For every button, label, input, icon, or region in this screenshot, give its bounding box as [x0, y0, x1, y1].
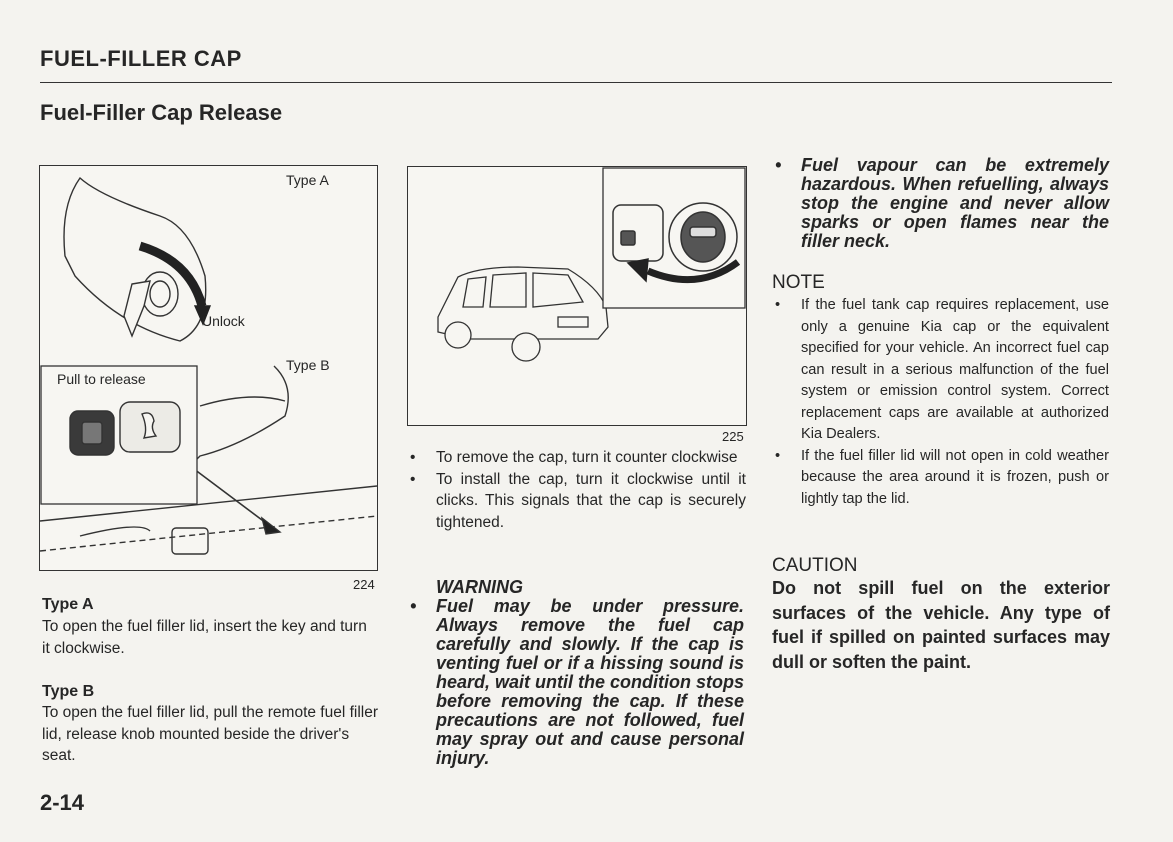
note-frozen-lid: • If the fuel filler lid will not open in cold weather because the area around it is frozen, push or lightly tap the lid. [775, 446, 1109, 511]
seat-cushion-line [200, 397, 285, 406]
header-rule [40, 82, 1112, 83]
key-cylinder-inner [150, 281, 170, 307]
figure-224-number: 224 [353, 577, 375, 592]
caution-text: Do not spill fuel on the exterior surfaces of the vehicle. Any type of fuel if spilled on painted surfaces may dull or soften the paint. [772, 578, 1110, 672]
type-b-heading: Type B [42, 683, 95, 700]
figure-225-illustration [408, 167, 746, 425]
release-pointer-line [190, 466, 270, 526]
release-pointer-head [262, 518, 280, 534]
warning-pressure-text: • Fuel may be under pressure. Always remove the fuel cap carefully and slowly. If the cap is venting fuel or if a hissing sound is heard, wait until the condition stops before removing the cap. If these precautions are not followed, fuel may spray out and cause personal injury. [410, 597, 744, 768]
note-list [775, 295, 1109, 510]
seat-outline-top [190, 366, 288, 466]
type-a-heading: Type A [42, 596, 94, 613]
warning-continued-list [775, 156, 1109, 251]
section-title: FUEL-FILLER CAP [40, 46, 242, 71]
release-lever-grip [82, 422, 102, 444]
page-subtitle: Fuel-Filler Cap Release [40, 100, 283, 125]
car-front-wheel [445, 322, 471, 348]
unlock-label: Unlock [202, 313, 245, 329]
bullet-remove-cap: • To remove the cap, turn it counter clockwise [410, 447, 746, 469]
type-a-label: Type A [286, 172, 329, 188]
warning-heading: WARNING [436, 577, 523, 597]
figure-225 [407, 166, 747, 426]
pull-to-release-label: Pull to release [57, 371, 146, 387]
warning-vapour-text: • Fuel vapour can be extremely hazardous. When refuelling, always stop the engine and never allow sparks or open flames near the filler neck. [775, 156, 1109, 251]
cap-instructions-list [410, 447, 746, 533]
note-heading: NOTE [772, 272, 825, 293]
page-number: 2-14 [40, 790, 85, 815]
car-rear-wheel [512, 333, 540, 361]
fuel-lid-icon [621, 231, 635, 245]
note-replacement-cap: • If the fuel tank cap requires replacement, use only a genuine Kia cap or the equivalent specified for your vehicle. An incorrect fuel cap can result in a serious malfunction of the fuel system or emission control system. Correct replacement caps are available at authorized Kia Dealers. [775, 295, 1109, 446]
caution-heading: CAUTION [772, 555, 858, 576]
seat-rail [80, 527, 150, 536]
figure-225-number: 225 [722, 429, 744, 444]
type-b-label: Type B [286, 357, 330, 373]
type-b-text: To open the fuel filler lid, pull the remote fuel filler lid, release knob mounted beside the driver's seat. [42, 704, 379, 764]
type-a-text: To open the fuel filler lid, insert the key and turn it clockwise. [42, 618, 367, 657]
release-knob-body [172, 528, 208, 554]
filler-cap-handle [690, 227, 716, 237]
bullet-install-cap: • To install the cap, turn it clockwise until it clicks. This signals that the cap is securely tightened. [410, 469, 746, 534]
figure-224 [39, 165, 378, 571]
warning-list [410, 597, 744, 768]
